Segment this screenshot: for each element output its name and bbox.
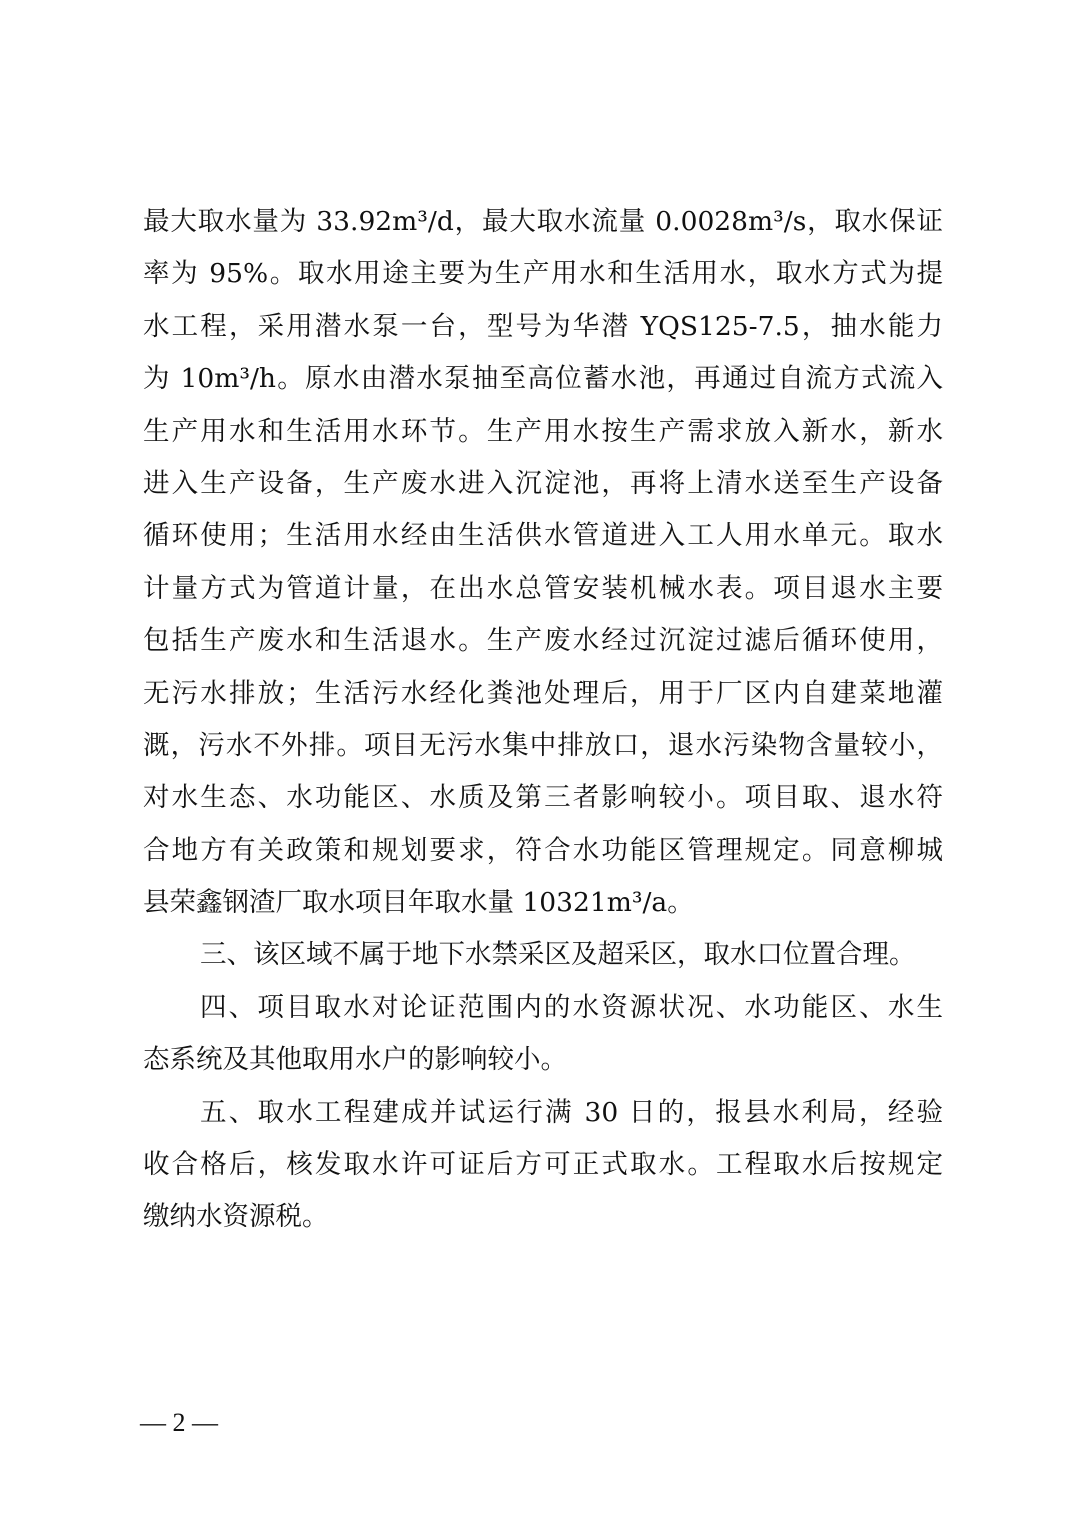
section-five-line: 缴纳水资源税。 [143,1201,329,1233]
paragraph-line: 计量方式为管道计量，在出水总管安装机械水表。项目退水主要 [143,572,943,604]
paragraph-line: 为 10m³/h。原水由潜水泵抽至高位蓄水池，再通过自流方式流入 [143,363,943,395]
document-body [143,196,943,1244]
paragraph-line: 无污水排放；生活污水经化粪池处理后，用于厂区内自建菜地灌 [143,677,943,709]
paragraph-line: 合地方有关政策和规划要求，符合水功能区管理规定。同意柳城 [143,834,943,866]
paragraph-line: 循环使用；生活用水经由生活供水管道进入工人用水单元。取水 [143,520,943,552]
paragraph-line: 进入生产设备，生产废水进入沉淀池，再将上清水送至生产设备 [143,467,943,499]
section-five-line: 五、取水工程建成并试运行满 30 日的，报县水利局，经验 [200,1096,943,1128]
section-five-line: 收合格后，核发取水许可证后方可正式取水。工程取水后按规定 [143,1149,943,1181]
paragraph-line: 对水生态、水功能区、水质及第三者影响较小。项目取、退水符 [143,782,943,814]
paragraph-line: 最大取水量为 33.92m³/d，最大取水流量 0.0028m³/s，取水保证 [143,206,943,237]
paragraph-line: 水工程，采用潜水泵一台，型号为华潜 YQS125-7.5，抽水能力 [143,310,943,342]
page-number: — 2 — [140,1408,218,1437]
paragraph-line: 县荣鑫钢渣厂取水项目年取水量 10321m³/a。 [143,887,694,919]
paragraph-line: 溉，污水不外排。项目无污水集中排放口，退水污染物含量较小， [143,729,943,761]
section-four-line: 四、项目取水对论证范围内的水资源状况、水功能区、水生 [200,991,943,1023]
paragraph-line: 率为 95%。取水用途主要为生产用水和生活用水，取水方式为提 [143,258,943,290]
section-four-line: 态系统及其他取用水户的影响较小。 [143,1044,567,1076]
section-three-line: 三、该区域不属于地下水禁采区及超采区，取水口位置合理。 [200,939,916,971]
paragraph-line: 包括生产废水和生活退水。生产废水经过沉淀过滤后循环使用， [143,625,943,657]
paragraph-line: 生产用水和生活用水环节。生产用水按生产需求放入新水，新水 [143,415,943,447]
